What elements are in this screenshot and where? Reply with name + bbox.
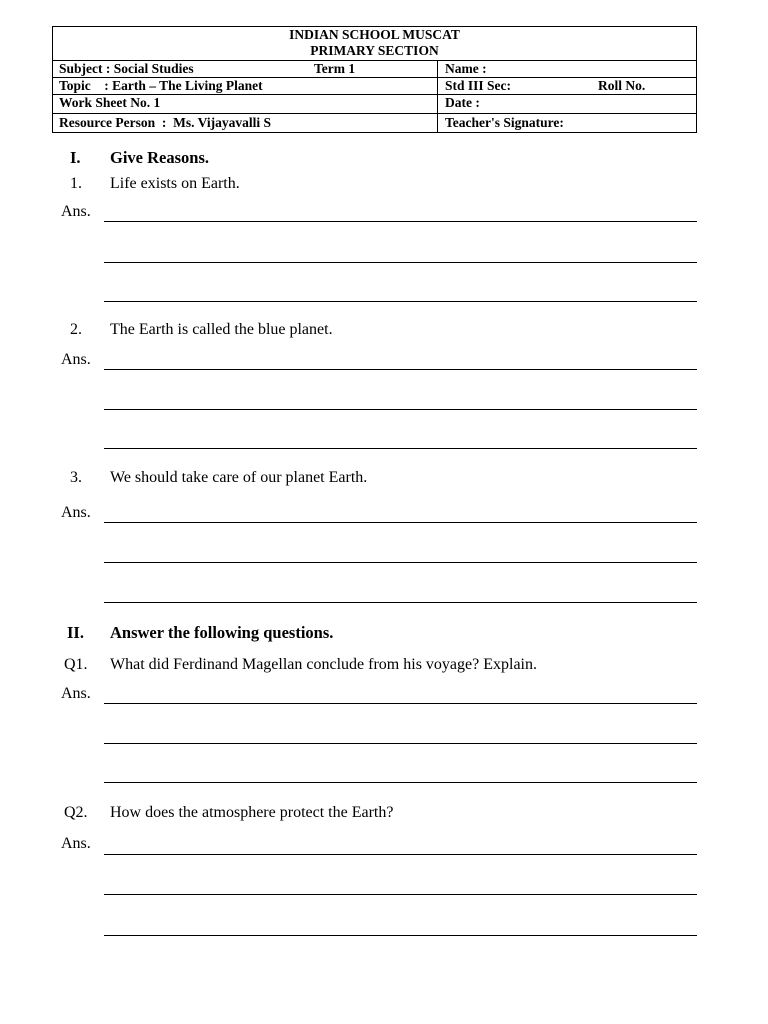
question-text: Life exists on Earth. [110, 175, 240, 192]
term-label: Term 1 [314, 61, 356, 76]
question-number: 2. [70, 321, 82, 338]
section-number: I. [70, 148, 81, 167]
teacher-signature-label: Teacher's Signature: [445, 115, 564, 130]
answer-line[interactable] [104, 409, 697, 410]
question-number: Q1. [64, 656, 88, 673]
answer-line[interactable] [104, 703, 697, 704]
answer-line[interactable] [104, 369, 697, 370]
answer-label: Ans. [61, 351, 91, 368]
answer-line[interactable] [104, 854, 697, 855]
worksheet-number: Work Sheet No. 1 [59, 95, 161, 110]
name-field-label: Name : [445, 61, 487, 76]
resource-person: Resource Person : Ms. Vijayavalli S [59, 115, 271, 130]
answer-line[interactable] [104, 562, 697, 563]
date-label: Date : [445, 95, 480, 110]
roll-no-label: Roll No. [598, 78, 646, 93]
question-text: How does the atmosphere protect the Earth? [110, 804, 394, 821]
question-number: 3. [70, 469, 82, 486]
answer-line[interactable] [104, 221, 697, 222]
answer-line[interactable] [104, 602, 697, 603]
std-sec-label: Std III Sec: [445, 78, 512, 93]
section-number: II. [67, 623, 84, 642]
school-name: INDIAN SCHOOL MUSCAT [289, 27, 460, 42]
section-name: PRIMARY SECTION [310, 43, 439, 58]
answer-line[interactable] [104, 301, 697, 302]
answer-line[interactable] [104, 935, 697, 936]
answer-label: Ans. [61, 203, 91, 220]
answer-label: Ans. [61, 685, 91, 702]
section-title: Give Reasons. [110, 148, 209, 167]
answer-line[interactable] [104, 782, 697, 783]
question-number: 1. [70, 175, 82, 192]
question-number: Q2. [64, 804, 88, 821]
question-text: The Earth is called the blue planet. [110, 321, 333, 338]
question-text: We should take care of our planet Earth. [110, 469, 368, 486]
answer-label: Ans. [61, 504, 91, 521]
answer-label: Ans. [61, 835, 91, 852]
answer-line[interactable] [104, 894, 697, 895]
question-text: What did Ferdinand Magellan conclude from his voyage? Explain. [110, 656, 537, 673]
answer-line[interactable] [104, 743, 697, 744]
table-column-divider [437, 60, 438, 133]
answer-line[interactable] [104, 448, 697, 449]
answer-line[interactable] [104, 262, 697, 263]
topic-label: Topic : Earth – The Living Planet [59, 78, 263, 93]
section-title: Answer the following questions. [110, 623, 334, 642]
subject-label: Subject : Social Studies [59, 61, 194, 76]
answer-line[interactable] [104, 522, 697, 523]
worksheet-header-table [52, 26, 697, 133]
table-rule [53, 113, 696, 114]
